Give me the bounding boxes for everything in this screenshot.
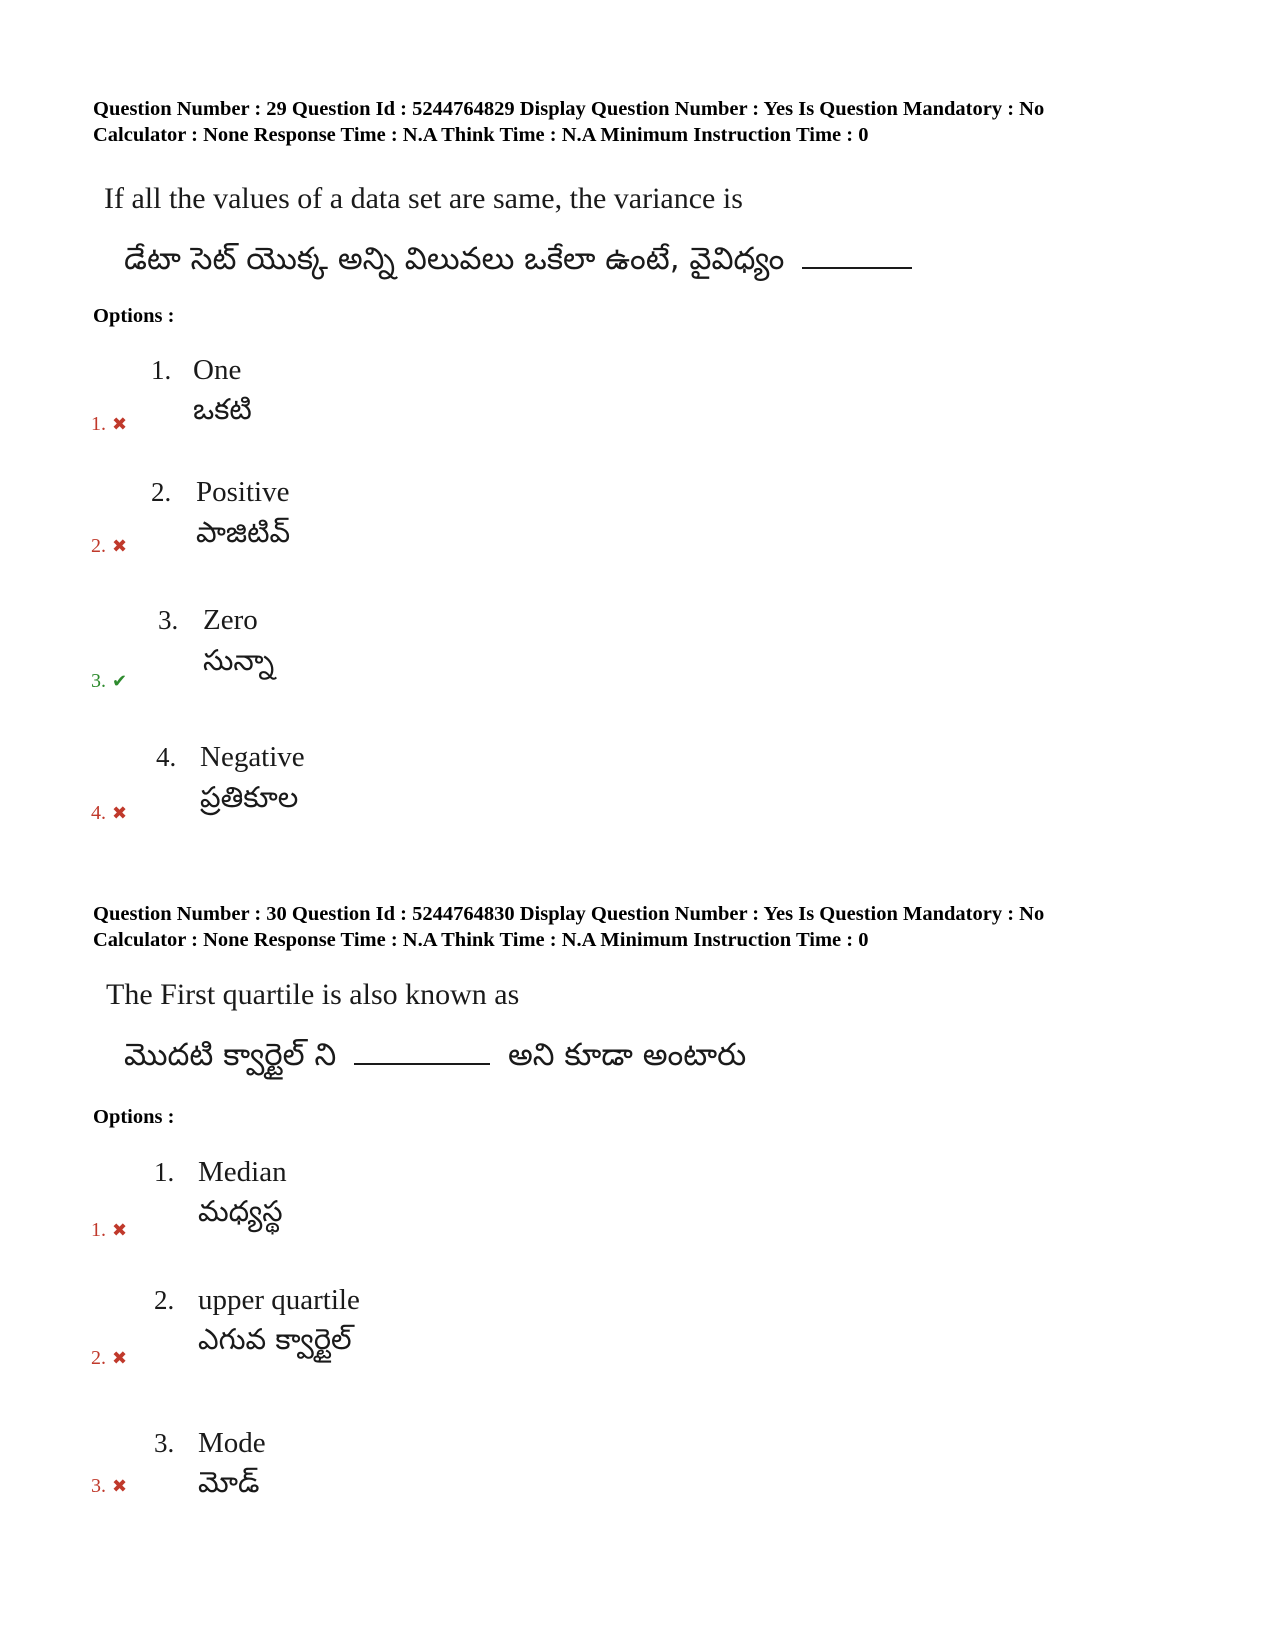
question-30-stem-telugu-before: మొదటి క్వార్టైల్ ని xyxy=(124,1037,337,1073)
option-status-mark xyxy=(91,1219,127,1242)
question-29-options-label: Options : xyxy=(93,305,175,327)
option-status-mark xyxy=(91,1475,127,1498)
question-29-stem-english: If all the values of a data set are same, the variance is xyxy=(104,182,743,215)
answer-blank xyxy=(802,265,912,269)
option-status-mark xyxy=(91,1347,127,1370)
cross-icon: ✖ xyxy=(112,1220,128,1240)
option-number: 2. xyxy=(154,1285,175,1315)
option-telugu: సున్నా xyxy=(203,643,275,677)
option-mark-number: 2. xyxy=(91,1347,106,1369)
option-english: Positive xyxy=(196,476,290,508)
option-number: 1. xyxy=(151,355,172,385)
option-telugu: పాజిటివ్ xyxy=(196,515,291,549)
option-english: upper quartile xyxy=(198,1284,360,1316)
cross-icon: ✖ xyxy=(112,1348,128,1368)
option-number: 3. xyxy=(158,605,179,635)
option-mark-number: 4. xyxy=(91,802,106,824)
question-30-meta xyxy=(93,901,1044,953)
check-icon: ✔ xyxy=(112,671,128,691)
option-mark-number: 1. xyxy=(91,413,106,435)
option-telugu: మధ్యస్థ xyxy=(198,1194,283,1228)
option-telugu: ఎగువ క్వార్టైల్ xyxy=(198,1322,352,1356)
question-29-stem-telugu-text: డేటా సెట్ యొక్క అన్ని విలువలు ఒకేలా ఉంటే, వైవిధ్యం xyxy=(124,241,785,277)
option-english: Negative xyxy=(200,741,305,773)
option-telugu: ప్రతికూల xyxy=(200,780,299,814)
option-status-mark xyxy=(91,413,127,436)
option-english: Zero xyxy=(203,604,258,636)
option-status-mark xyxy=(91,670,127,693)
cross-icon: ✖ xyxy=(112,536,128,556)
question-29-stem-telugu xyxy=(124,241,912,284)
option-english: Median xyxy=(198,1156,287,1188)
option-telugu: మోడ్ xyxy=(198,1465,260,1499)
option-english: Mode xyxy=(198,1427,266,1459)
option-mark-number: 1. xyxy=(91,1219,106,1241)
question-30-stem-telugu-after: అని కూడా అంటారు xyxy=(507,1037,747,1073)
question-29-meta xyxy=(93,96,1044,148)
cross-icon: ✖ xyxy=(112,414,128,434)
question-30-stem-telugu xyxy=(124,1037,746,1080)
option-number: 3. xyxy=(154,1428,175,1458)
answer-blank xyxy=(354,1061,490,1065)
option-number: 2. xyxy=(151,477,172,507)
cross-icon: ✖ xyxy=(112,1476,128,1496)
question-30-stem-english: The First quartile is also known as xyxy=(106,978,520,1011)
option-mark-number: 3. xyxy=(91,1475,106,1497)
option-mark-number: 2. xyxy=(91,535,106,557)
option-english: One xyxy=(193,354,242,386)
question-30-meta-line-1: Question Number : 30 Question Id : 5244764830 Display Question Number : Yes Is Question Mandatory : No xyxy=(93,903,1045,925)
option-mark-number: 3. xyxy=(91,670,106,692)
option-number: 1. xyxy=(154,1157,175,1187)
option-number: 4. xyxy=(156,742,177,772)
question-29-meta-line-1: Question Number : 29 Question Id : 5244764829 Display Question Number : Yes Is Question Mandatory : No xyxy=(93,98,1045,120)
option-status-mark xyxy=(91,535,127,558)
question-30-meta-line-2: Calculator : None Response Time : N.A Think Time : N.A Minimum Instruction Time : 0 xyxy=(93,929,869,951)
question-30-options-label: Options : xyxy=(93,1106,175,1128)
option-telugu: ఒకటి xyxy=(193,392,252,426)
cross-icon: ✖ xyxy=(112,803,128,823)
option-status-mark xyxy=(91,802,127,825)
question-29-meta-line-2: Calculator : None Response Time : N.A Think Time : N.A Minimum Instruction Time : 0 xyxy=(93,124,869,146)
